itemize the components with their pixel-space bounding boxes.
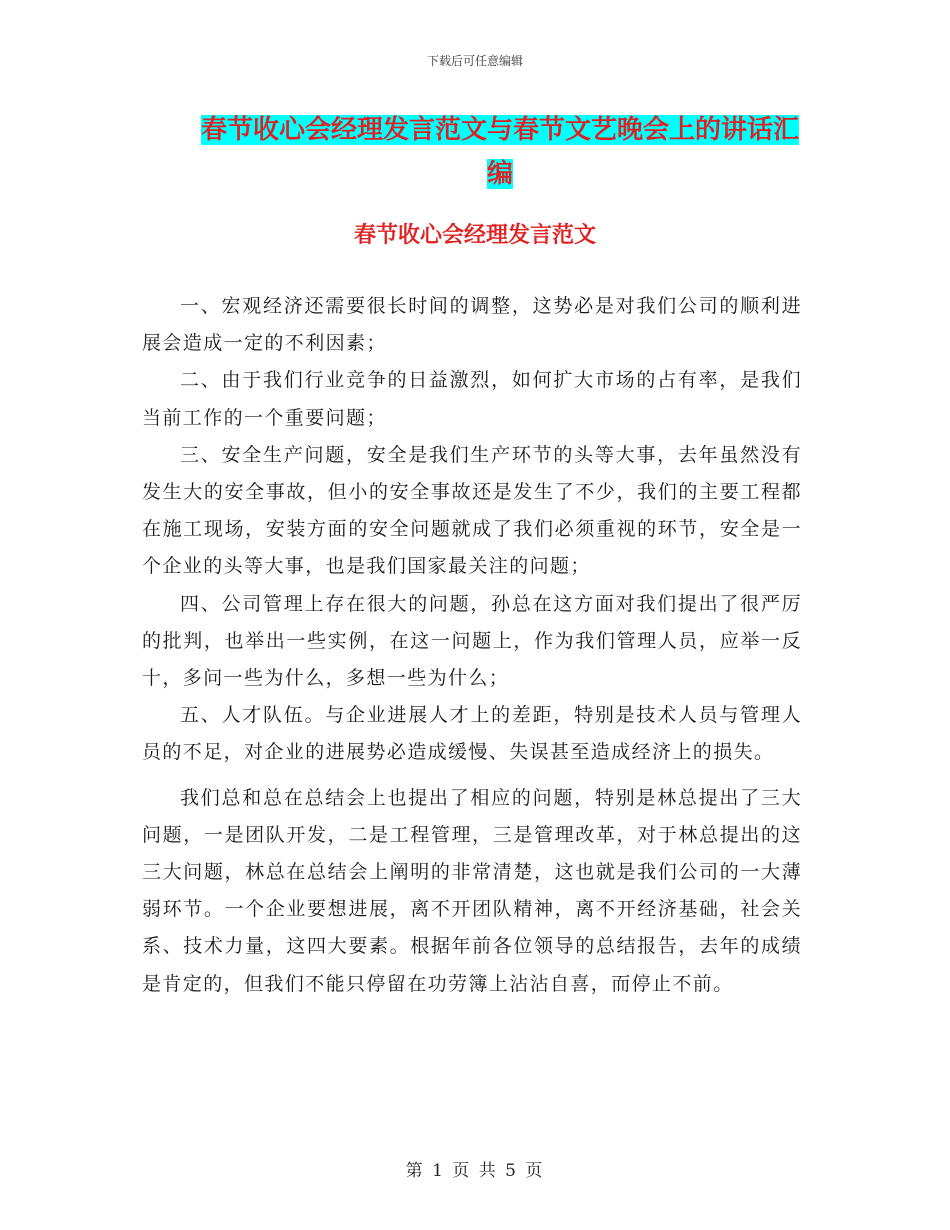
document-body [142,288,802,1003]
paragraph-6: 我们总和总在总结会上也提出了相应的问题，特别是林总提出了三大问题，一是团队开发，二是工程管理，三是管理改革，对于林总提出的这三大问题，林总在总结会上阐明的非常清楚，这也就是我们公司的一大薄弱环节。一个企业要想进展，离不开团队精神，离不开经济基础，社会关系、技术力量，这四大要素。根据年前各位领导的总结报告，去年的成绩是肯定的，但我们不能只停留在功劳簿上沾沾自喜，而停止不前。 [142,786,802,995]
paragraph-5: 五、人才队伍。与企业进展人才上的差距，特别是技术人员与管理人员的不足，对企业的进展势必造成缓慢、失误甚至造成经济上的损失。 [142,704,802,764]
paragraph-4: 四、公司管理上存在很大的问题，孙总在这方面对我们提出了很严厉的批判，也举出一些实例，在这一问题上，作为我们管理人员，应举一反十，多问一些为什么，多想一些为什么； [142,592,802,690]
section-title: 春节收心会经理发言范文 [353,222,596,248]
paragraph-2: 二、由于我们行业竞争的日益激烈，如何扩大市场的占有率，是我们当前工作的一个重要问题； [142,369,802,429]
page-number-footer: 第 1 页 共 5 页 [405,1161,545,1181]
header-note: 下载后可任意编辑 [426,54,523,68]
paragraph-3: 三、安全生产问题，安全是我们生产环节的头等大事，去年虽然没有发生大的安全事故，但小的安全事故还是发生了不少，我们的主要工程都在施工现场，安装方面的安全问题就成了我们必须重视的环节，安全是一个企业的头等大事，也是我们国家最关注的问题； [142,443,802,578]
document-title [190,108,810,196]
document-title-text: 春节收心会经理发言范文与春节文艺晚会上的讲话汇编 [200,115,799,189]
paragraph-1: 一、宏观经济还需要很长时间的调整，这势必是对我们公司的顺利进展会造成一定的不利因素； [142,295,802,355]
